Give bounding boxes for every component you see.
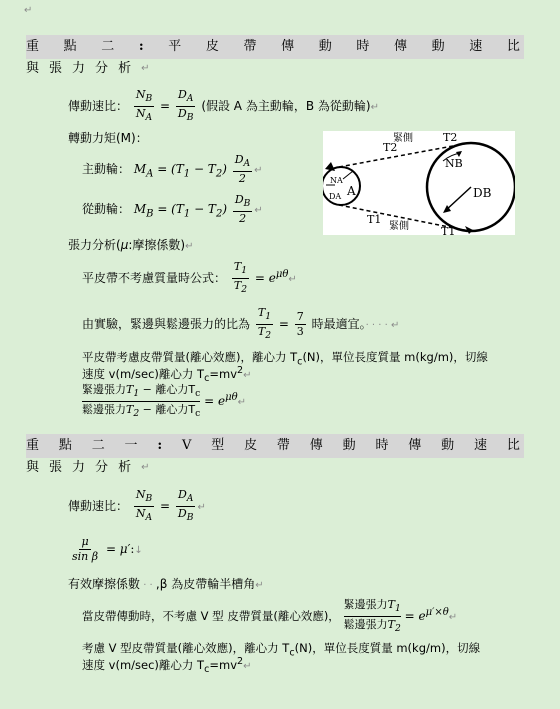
section1-heading-line2: 與 張 力 分 析 ↵: [26, 61, 150, 76]
section1-heading: [26, 35, 520, 79]
section2-heading-line1: 重 點 二 一 : V 型 皮 帶 傳 動 時 傳 動 速 比: [26, 434, 524, 458]
mass-consideration-line1: 平皮帶考慮皮帶質量(離心效應)，離心力 $T_c(N)$，單位長度質量 m(kg/m)，切線: [82, 350, 488, 368]
label-na: NA: [330, 176, 343, 185]
v-mass-consideration-line2: 速度 v(m/sec)離心力 $T_c=mv^2↵$: [82, 656, 252, 676]
label-nb: NB: [445, 157, 463, 170]
paragraph-mark: ↵: [24, 5, 33, 16]
v-speed-ratio-formula: 傳動速比： $\frac{N_B}{N_A}$ = $\frac{D_A}{D_B}$ ↵: [68, 488, 206, 524]
label-da: DA: [329, 192, 342, 201]
belt-pulley-svg: [323, 131, 515, 235]
effective-friction-label: 有效摩擦係數 · · ,β 為皮帶輪半槽角↵: [68, 577, 264, 591]
label-t1-right: T1: [441, 225, 456, 235]
label-t2-right: T2: [443, 131, 458, 144]
section2-heading-line2: 與 張 力 分 析 ↵: [26, 460, 150, 475]
driver-torque-formula: 主動輪： $M_A = (T_1 - T_2)$ $\frac{D_A}{2}$ ↵: [82, 153, 263, 186]
mass-tension-formula: 緊邊張力$T_1$ − 離心力$T_c$ 鬆邊張力$T_2$ − 離心力$T_c$ = $e^{\mu\theta}↵$: [82, 383, 246, 420]
label-a: A: [347, 184, 356, 198]
label-slack-side: 緊側: [389, 221, 409, 232]
belt-pulley-diagram: [323, 131, 515, 235]
torque-label: 轉動力矩(M)：: [68, 131, 148, 145]
section2-heading: [26, 434, 520, 478]
speed-ratio-formula: 傳動速比： $\frac{N_B}{N_A}$ = $\frac{D_A}{D_B}$ (假設 A 為主動輪，B 為從動輪)↵: [68, 88, 379, 124]
driven-torque-formula: 從動輪： $M_B = (T_1 - T_2)$ $\frac{D_B}{2}$ ↵: [82, 193, 263, 226]
v-no-mass-formula: 當皮帶傳動時，不考慮 V 型 皮帶質量(離心效應)， 緊邊張力$T_1$ 鬆邊張力$T_2$ = $e^{\mu'\times\theta}↵$: [82, 598, 458, 635]
tension-analysis-label: 張力分析(μ:摩擦係數)↵: [68, 238, 194, 252]
label-db: DB: [473, 186, 492, 200]
effective-friction-formula: $\frac{\mu}{\text{sin β}}$ = μ′:↓: [72, 535, 143, 563]
section1-heading-line1: 重 點 二 : 平 皮 帶 傳 動 時 傳 動 速 比: [26, 35, 524, 59]
label-tight-side: 緊側: [393, 133, 413, 144]
label-t1-bottom: T1: [367, 213, 382, 226]
label-t2-top: T2: [383, 141, 398, 154]
no-mass-formula: 平皮帶不考慮質量時公式： $\frac{T_1}{T_2}$ = $e^{\mu\theta}↵$: [82, 260, 297, 296]
experiment-ratio: 由實驗，緊邊與鬆邊張力的比為 $\frac{T_1}{T_2}$ = $\frac{7}{3}$ 時最適宜。· · · · ↵: [82, 306, 400, 342]
mass-consideration-line2: 速度 v(m/sec)離心力 $T_c=mv^2↵$: [82, 365, 252, 385]
v-mass-consideration-line1: 考慮 V 型皮帶質量(離心效應)，離心力 $T_c(N)$，單位長度質量 m(kg/m)，切線: [82, 641, 481, 659]
